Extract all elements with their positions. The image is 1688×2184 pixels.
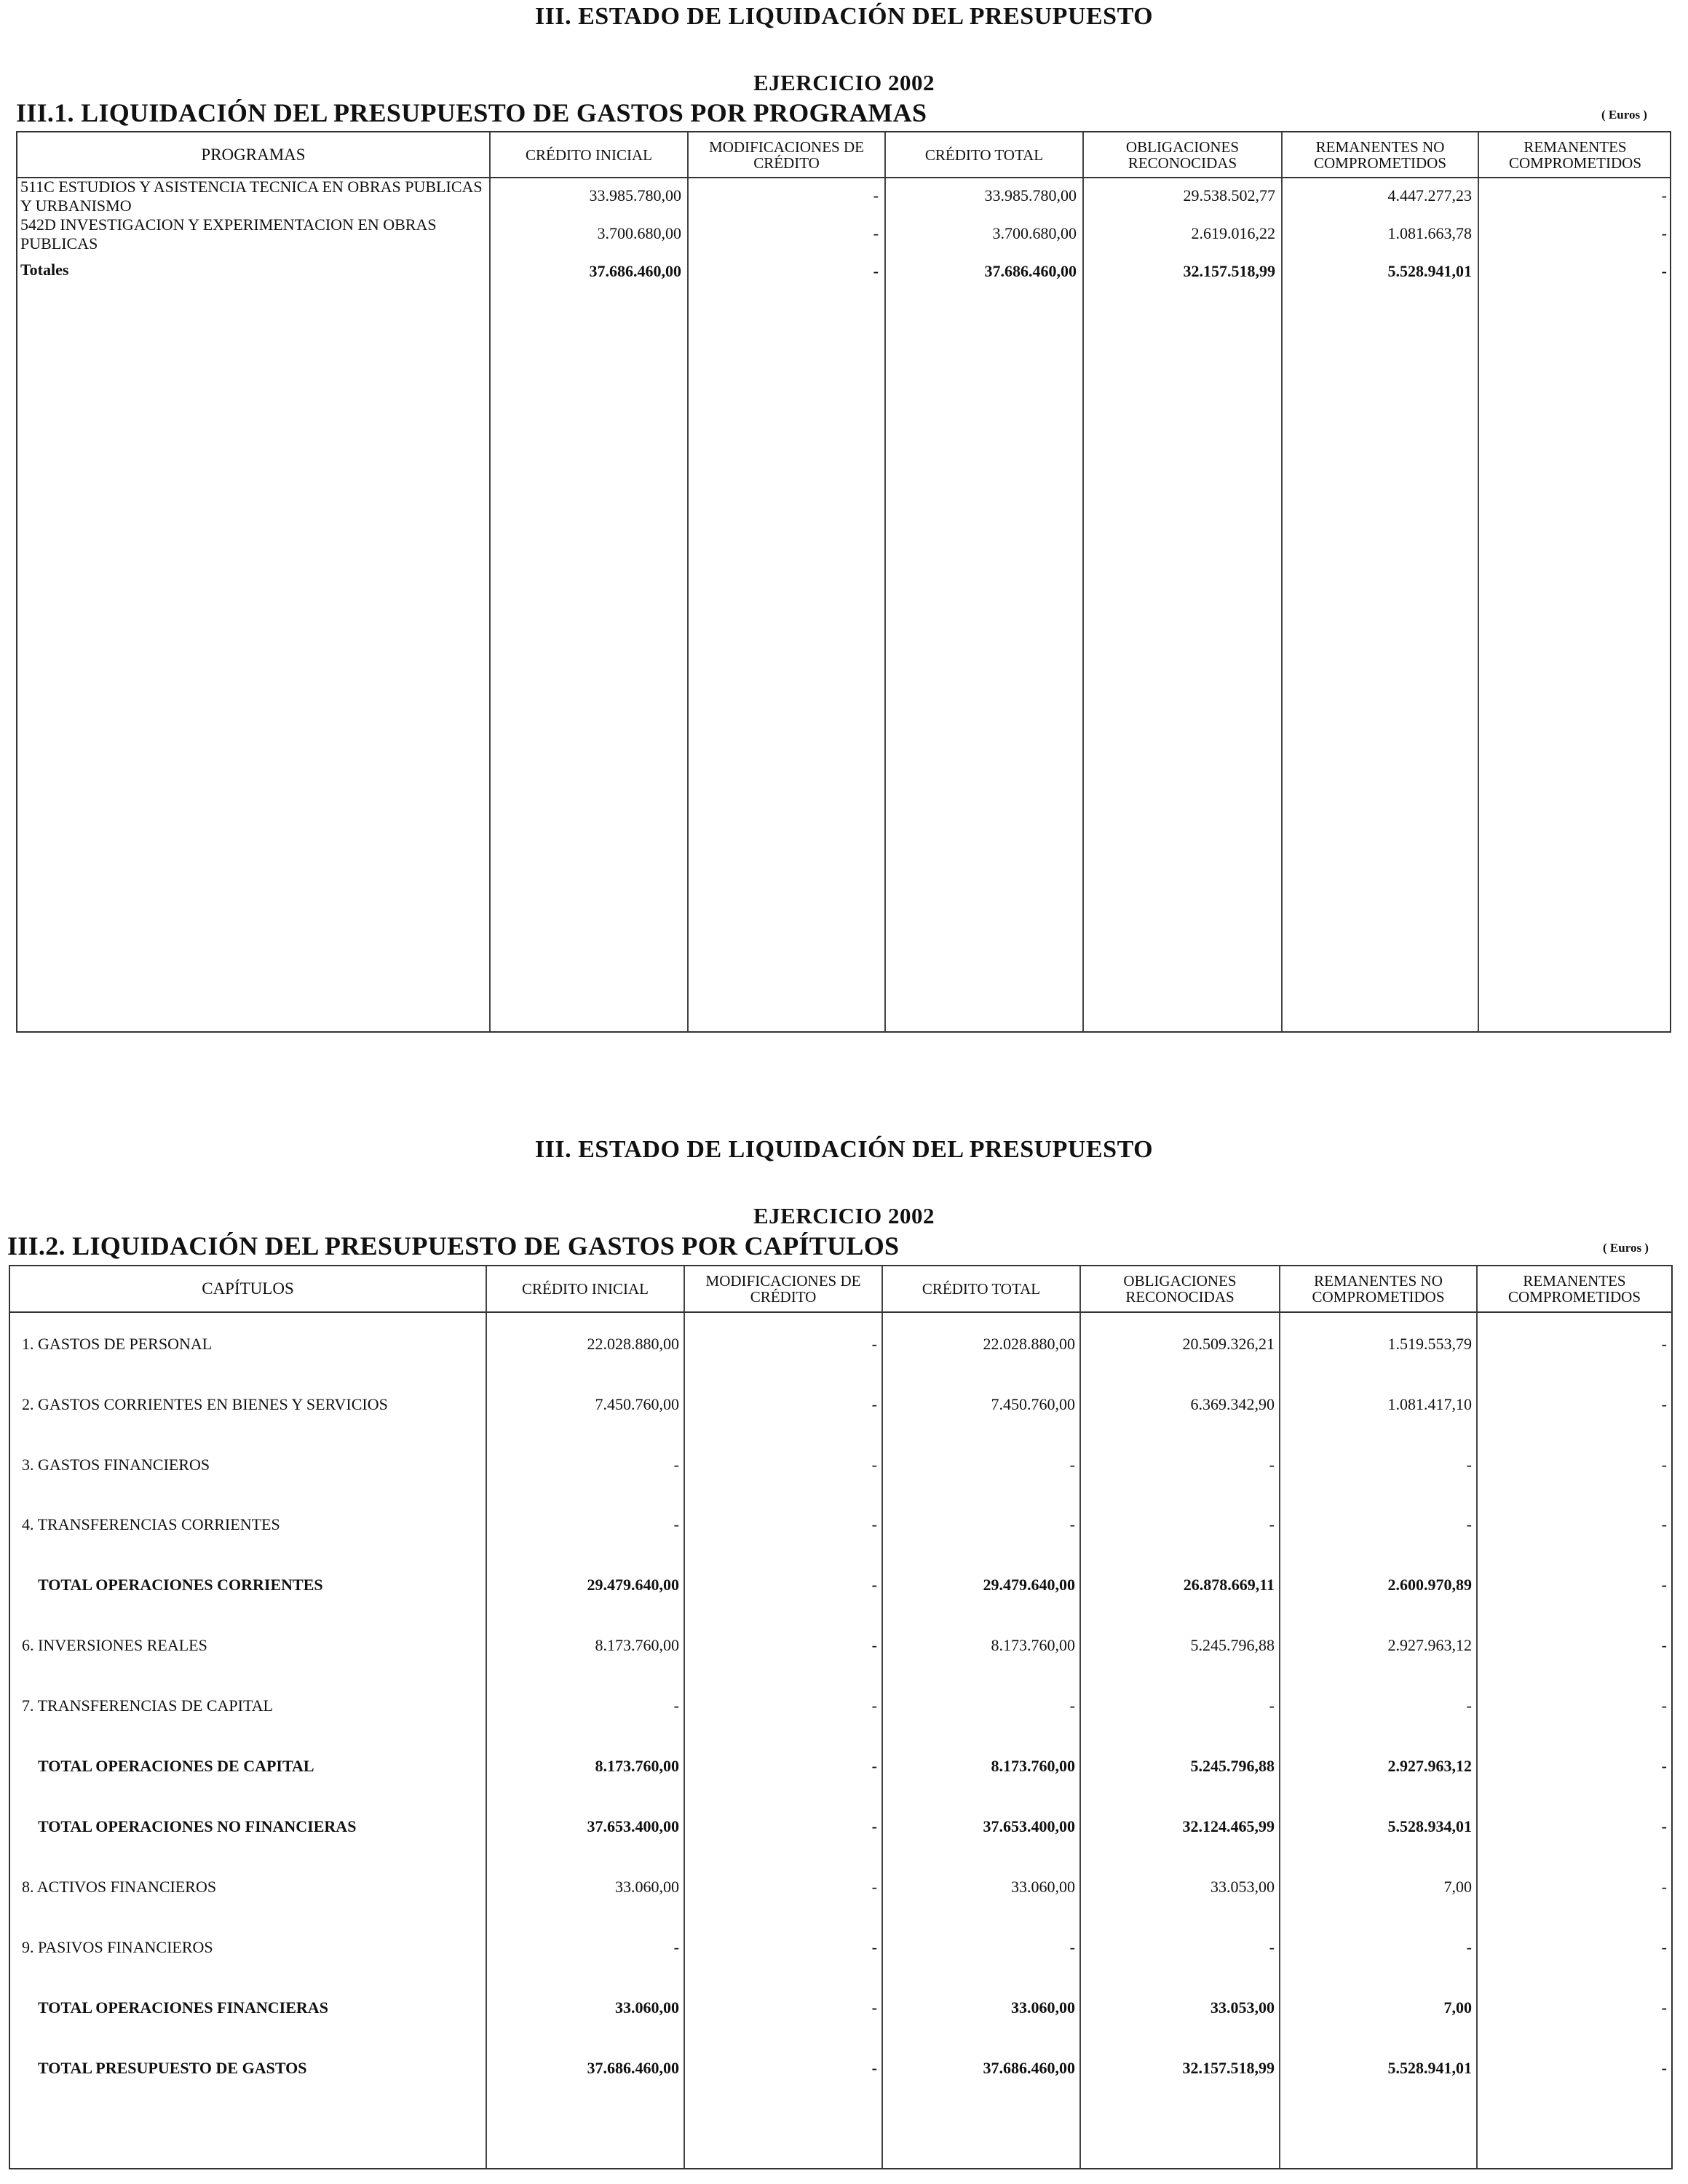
modificaciones-value: - (871, 1335, 877, 1353)
chapter-label: 8. ACTIVOS FINANCIEROS (22, 1878, 217, 1896)
modificaciones-value: - (871, 1395, 877, 1413)
year-label-1: EJERCICIO 2002 (753, 70, 935, 95)
credito-total-value: - (1069, 1696, 1075, 1715)
main-title-1: III. ESTADO DE LIQUIDACIÓN DEL PRESUPUESTO (534, 3, 1154, 30)
units-label-2: ( Euros ) (1603, 1241, 1649, 1255)
header-modificaciones: MODIFICACIONES DE CRÉDITO (709, 138, 864, 172)
remanentes-no-comprometidos-value: 7,00 (1443, 1878, 1472, 1896)
remanentes-no-comprometidos-value: 4.447.277,23 (1387, 186, 1472, 204)
header-obligaciones: OBLIGACIONES RECONOCIDAS (1125, 138, 1240, 172)
modificaciones-value: - (871, 1878, 877, 1896)
credito-inicial-value: 37.686.460,00 (587, 2059, 679, 2077)
credito-inicial-value: 7.450.760,00 (595, 1395, 679, 1413)
remanentes-comprometidos-value: - (1661, 1335, 1667, 1353)
credito-total-value: 33.060,00 (1011, 1878, 1075, 1896)
chapter-label: TOTAL PRESUPUESTO DE GASTOS (38, 2059, 307, 2077)
header-obligaciones: OBLIGACIONES RECONOCIDAS (1123, 1272, 1237, 1306)
chapter-label: 1. GASTOS DE PERSONAL (22, 1335, 213, 1353)
obligaciones-value: - (1269, 1938, 1275, 1956)
credito-total-value: 37.686.460,00 (983, 2059, 1075, 2077)
modificaciones-value: - (871, 1757, 877, 1775)
remanentes-comprometidos-value: - (1661, 224, 1667, 242)
chapter-label: 4. TRANSFERENCIAS CORRIENTES (22, 1515, 280, 1533)
main-title-2: III. ESTADO DE LIQUIDACIÓN DEL PRESUPUESTO (534, 1136, 1154, 1163)
program-label: 511C ESTUDIOS Y ASISTENCIA TECNICA EN OBRAS PUBLICAS Y URBANISMO (20, 178, 483, 215)
chapter-label: TOTAL OPERACIONES FINANCIERAS (38, 1998, 328, 2017)
remanentes-comprometidos-value: - (1661, 1456, 1667, 1474)
units-label-1: ( Euros ) (1601, 108, 1647, 122)
remanentes-no-comprometidos-value: 5.528.934,01 (1387, 1817, 1472, 1835)
header-programas: PROGRAMAS (201, 145, 306, 164)
obligaciones-value: 32.157.518,99 (1182, 2059, 1275, 2077)
remanentes-comprometidos-value: - (1661, 1817, 1667, 1835)
remanentes-no-comprometidos-value: 7,00 (1443, 1998, 1472, 2017)
credito-total-value: 33.060,00 (1011, 1998, 1075, 2017)
credito-total-value: - (1069, 1456, 1075, 1474)
remanentes-comprometidos-value: - (1661, 186, 1667, 204)
obligaciones-value: - (1269, 1515, 1275, 1533)
remanentes-no-comprometidos-value: - (1466, 1515, 1472, 1533)
credito-total-value: 7.450.760,00 (991, 1395, 1075, 1413)
remanentes-no-comprometidos-value: 2.927.963,12 (1387, 1636, 1472, 1654)
obligaciones-value: - (1269, 1696, 1275, 1715)
programs-table (16, 131, 1671, 1033)
modificaciones-value: - (871, 1456, 877, 1474)
obligaciones-value: 32.124.465,99 (1182, 1817, 1275, 1835)
modificaciones-total: - (873, 262, 879, 280)
remanentes-no-comprometidos-value: - (1466, 1938, 1472, 1956)
header-remanentes-comprometidos: REMANENTES COMPROMETIDOS (1507, 1272, 1641, 1306)
credito-inicial-value: - (673, 1938, 679, 1956)
modificaciones-value: - (873, 224, 879, 242)
header-credito-inicial: CRÉDITO INICIAL (521, 1280, 649, 1298)
credito-inicial-value: 8.173.760,00 (595, 1757, 679, 1775)
remanentes-no-comprometidos-value: 1.519.553,79 (1387, 1335, 1472, 1353)
obligaciones-value: 33.053,00 (1210, 1998, 1275, 2017)
header-remanentes-no-comprometidos: REMANENTES NO COMPROMETIDOS (1312, 1272, 1445, 1306)
remanentes-no-comprometidos-value: - (1466, 1456, 1472, 1474)
modificaciones-value: - (871, 2059, 877, 2077)
credito-inicial-value: 33.985.780,00 (589, 186, 681, 204)
credito-total-value: 3.700.680,00 (992, 224, 1077, 242)
chapter-label: TOTAL OPERACIONES CORRIENTES (38, 1576, 323, 1594)
credito-total-value: - (1069, 1515, 1075, 1533)
program-label: 542D INVESTIGACION Y EXPERIMENTACION EN OBRAS PUBLICAS (20, 215, 437, 253)
remanentes-no-comprometidos-value: - (1466, 1696, 1472, 1715)
modificaciones-value: - (871, 1938, 877, 1956)
credito-inicial-value: 29.479.640,00 (587, 1576, 679, 1594)
obligaciones-value: 20.509.326,21 (1182, 1335, 1275, 1353)
header-remanentes-no-comprometidos: REMANENTES NO COMPROMETIDOS (1313, 138, 1447, 172)
remanentes-no-comprometidos-value: 1.081.417,10 (1387, 1395, 1472, 1413)
credito-inicial-value: 33.060,00 (615, 1878, 679, 1896)
header-credito-inicial: CRÉDITO INICIAL (525, 146, 652, 164)
obligaciones-value: 2.619.016,22 (1191, 224, 1275, 242)
chapter-label: 3. GASTOS FINANCIEROS (22, 1456, 210, 1474)
obligaciones-value: 33.053,00 (1210, 1878, 1275, 1896)
remanentes-comprometidos-value: - (1661, 1515, 1667, 1533)
year-label-2: EJERCICIO 2002 (753, 1203, 935, 1228)
header-capitulos: CAPÍTULOS (202, 1279, 294, 1298)
section-title-1: III.1. LIQUIDACIÓN DEL PRESUPUESTO DE GASTOS POR PROGRAMAS (16, 98, 927, 127)
remanentes-comprometidos-value: - (1661, 1998, 1667, 2017)
credito-total-value: 22.028.880,00 (983, 1335, 1075, 1353)
modificaciones-value: - (871, 1515, 877, 1533)
credito-inicial-value: - (673, 1515, 679, 1533)
remanentes-comprometidos-value: - (1661, 1696, 1667, 1715)
credito-inicial-value: - (673, 1456, 679, 1474)
credito-total-value: 8.173.760,00 (991, 1757, 1075, 1775)
credito-inicial-value: 37.653.400,00 (587, 1817, 679, 1835)
obligaciones-value: 5.245.796,88 (1190, 1636, 1275, 1654)
credito-total-value: - (1069, 1938, 1075, 1956)
credito-total-total: 37.686.460,00 (984, 262, 1077, 280)
obligaciones-value: 29.538.502,77 (1183, 186, 1275, 204)
remanentes-no-comprometidos-value: 1.081.663,78 (1387, 224, 1472, 242)
header-credito-total: CRÉDITO TOTAL (924, 146, 1044, 164)
obligaciones-total: 32.157.518,99 (1183, 262, 1275, 280)
remanentes-comprometidos-value: - (1661, 1636, 1667, 1654)
remanentes-no-comprometidos-value: 2.600.970,89 (1387, 1576, 1472, 1594)
modificaciones-value: - (871, 1817, 877, 1835)
header-divider (10, 1311, 1671, 1313)
remanentes-comprometidos-value: - (1661, 2059, 1667, 2077)
obligaciones-value: 5.245.796,88 (1190, 1757, 1275, 1775)
chapters-table (9, 1265, 1673, 2169)
chapter-label: TOTAL OPERACIONES DE CAPITAL (38, 1757, 314, 1775)
modificaciones-value: - (871, 1576, 877, 1594)
chapter-label: 6. INVERSIONES REALES (22, 1636, 207, 1654)
chapter-label: 7. TRANSFERENCIAS DE CAPITAL (22, 1696, 273, 1715)
remanentes-no-comprometidos-value: 5.528.941,01 (1387, 2059, 1472, 2077)
modificaciones-value: - (871, 1998, 877, 2017)
credito-inicial-total: 37.686.460,00 (589, 262, 681, 280)
credito-inicial-value: 3.700.680,00 (597, 224, 681, 242)
remanentes-comprometidos-value: - (1661, 1878, 1667, 1896)
remanentes-comprometidos-value: - (1661, 1395, 1667, 1413)
obligaciones-value: 6.369.342,90 (1190, 1395, 1275, 1413)
obligaciones-value: - (1269, 1456, 1275, 1474)
obligaciones-value: 26.878.669,11 (1183, 1576, 1275, 1594)
totals-label: Totales (20, 261, 69, 279)
remanentes-no-comprometidos-total: 5.528.941,01 (1387, 262, 1472, 280)
credito-inicial-value: 33.060,00 (615, 1998, 679, 2017)
section-title-2: III.2. LIQUIDACIÓN DEL PRESUPUESTO DE GASTOS POR CAPÍTULOS (7, 1231, 900, 1260)
remanentes-comprometidos-value: - (1661, 1938, 1667, 1956)
credito-total-value: 33.985.780,00 (984, 186, 1077, 204)
credito-total-value: 37.653.400,00 (983, 1817, 1075, 1835)
header-remanentes-comprometidos: REMANENTES COMPROMETIDOS (1508, 138, 1642, 172)
chapter-label: 2. GASTOS CORRIENTES EN BIENES Y SERVICIOS (22, 1395, 388, 1413)
header-credito-total: CRÉDITO TOTAL (922, 1280, 1041, 1298)
modificaciones-value: - (873, 186, 879, 204)
remanentes-no-comprometidos-value: 2.927.963,12 (1387, 1757, 1472, 1775)
chapter-label: TOTAL OPERACIONES NO FINANCIERAS (38, 1817, 357, 1835)
credito-inicial-value: - (673, 1696, 679, 1715)
remanentes-comprometidos-value: - (1661, 1576, 1667, 1594)
credito-inicial-value: 8.173.760,00 (595, 1636, 679, 1654)
remanentes-comprometidos-value: - (1661, 1757, 1667, 1775)
chapter-label: 9. PASIVOS FINANCIEROS (22, 1938, 213, 1956)
credito-inicial-value: 22.028.880,00 (587, 1335, 679, 1353)
modificaciones-value: - (871, 1636, 877, 1654)
credito-total-value: 8.173.760,00 (991, 1636, 1075, 1654)
header-modificaciones: MODIFICACIONES DE CRÉDITO (705, 1272, 861, 1306)
credito-total-value: 29.479.640,00 (983, 1576, 1075, 1594)
modificaciones-value: - (871, 1696, 877, 1715)
remanentes-comprometidos-total: - (1661, 262, 1667, 280)
